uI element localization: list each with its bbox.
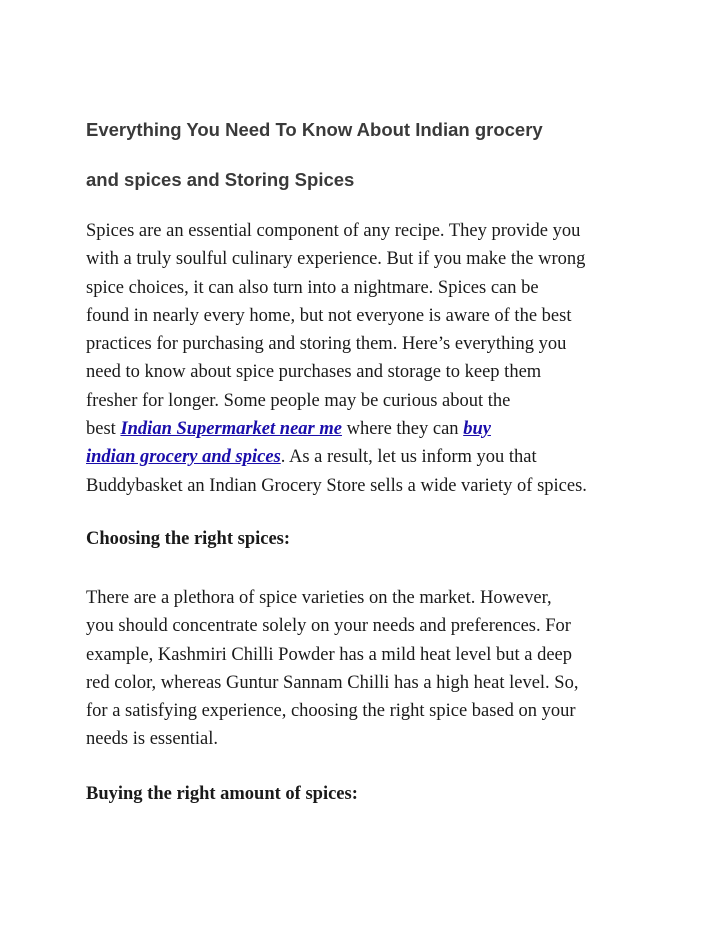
buy-link-part-2[interactable]: indian grocery and spices (86, 447, 281, 468)
text-line-with-links (86, 415, 646, 443)
text-line: Buddybasket an Indian Grocery Store sells a wide variety of spices. (86, 475, 587, 496)
section-heading-choosing-spices: Choosing the right spices: (86, 529, 291, 549)
text-line: spice choices, it can also turn into a nightmare. Spices can be (86, 277, 539, 298)
text-fragment: . As a result, let us inform you that (280, 447, 537, 468)
buy-link-part-1[interactable]: buy (463, 419, 491, 440)
text-line: with a truly soulful culinary experience. But if you make the wrong (86, 249, 586, 270)
text-line: need to know about spice purchases and storage to keep them (86, 362, 542, 383)
text-line: Spices are an essential component of any recipe. They provide you (86, 221, 581, 241)
text-line: for a satisfying experience, choosing the right spice based on your (86, 701, 576, 722)
text-fragment: where they can (341, 419, 464, 440)
text-line: example, Kashmiri Chilli Powder has a mild heat level but a deep (86, 644, 573, 665)
text-line: practices for purchasing and storing them. Here’s everything you (86, 334, 567, 355)
intro-paragraph (86, 217, 646, 500)
document-title-line-1: Everything You Need To Know About Indian grocery (86, 119, 543, 140)
choosing-spices-paragraph (86, 584, 646, 754)
section-heading-buying-amount: Buying the right amount of spices: (86, 784, 358, 804)
text-line: red color, whereas Guntur Sannam Chilli has a high heat level. So, (86, 672, 579, 693)
text-line: There are a plethora of spice varieties on the market. However, (86, 588, 552, 608)
document-title-line-2: and spices and Storing Spices (86, 169, 355, 190)
text-line: fresher for longer. Some people may be curious about the (86, 390, 511, 411)
text-fragment: best (86, 419, 121, 440)
text-line: needs is essential. (86, 729, 219, 750)
text-line: you should concentrate solely on your needs and preferences. For (86, 616, 571, 637)
text-line-with-links (86, 443, 646, 471)
indian-supermarket-link[interactable]: Indian Supermarket near me (120, 419, 342, 440)
text-line: found in nearly every home, but not everyone is aware of the best (86, 305, 572, 326)
